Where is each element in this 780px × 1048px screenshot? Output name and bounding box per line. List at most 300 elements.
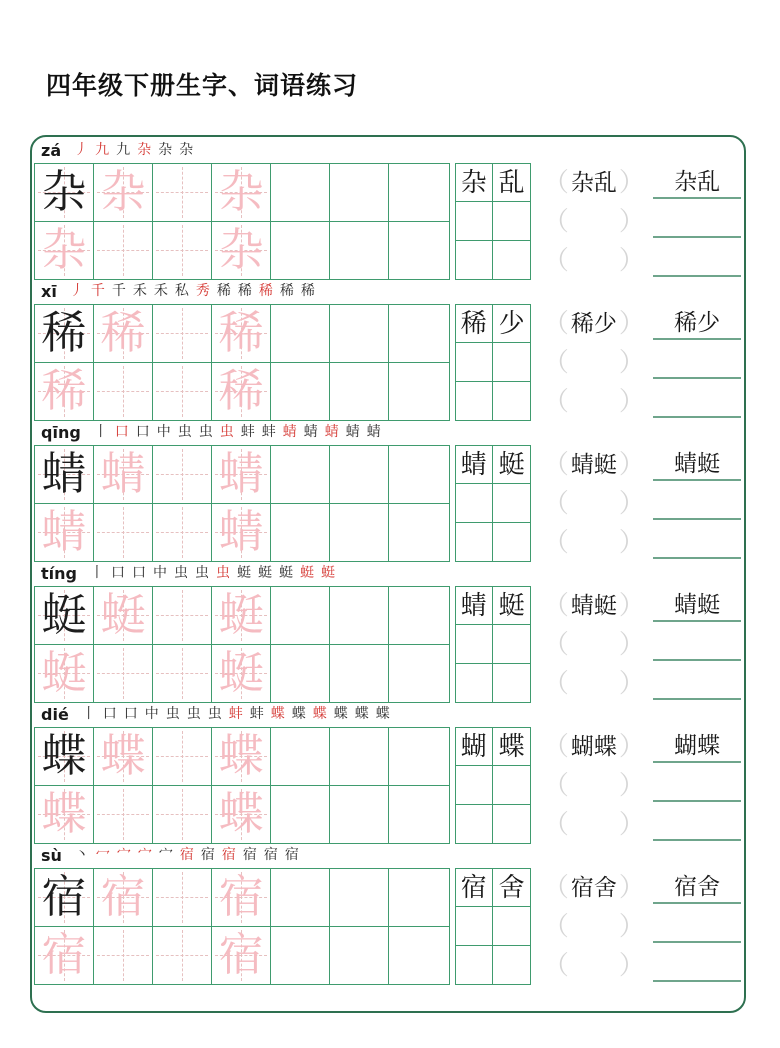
character-block: [34, 703, 744, 844]
line-blank: [653, 554, 741, 559]
word-grid: [455, 727, 532, 844]
stroke-step: 蝶: [354, 707, 369, 722]
stroke-step: 蜓: [257, 566, 272, 581]
word-character: 杂: [460, 167, 487, 197]
word-model-cell: [493, 587, 530, 625]
line-column: [650, 163, 744, 280]
practice-cell: [212, 164, 271, 222]
trace-character: 稀: [41, 365, 87, 416]
practice-cell: [35, 164, 94, 222]
stroke-step: 冖: [95, 848, 110, 863]
trace-character: 蜓: [100, 589, 146, 640]
write-line-row: [650, 805, 744, 844]
model-character: 蜓: [41, 589, 87, 640]
paren-row: [542, 445, 645, 484]
close-paren-mark: ）: [618, 872, 645, 902]
stroke-step: 蜓: [299, 566, 314, 581]
practice-cell-empty: [153, 363, 212, 421]
trace-character: 宿: [218, 871, 264, 922]
paren-word: 蝴蝶: [570, 734, 617, 759]
practice-cell: [212, 587, 271, 645]
word-grid: [455, 163, 532, 280]
stroke-step: 私: [174, 284, 189, 299]
block-body: [34, 868, 744, 985]
word-practice-cell: [456, 625, 493, 663]
stroke-step: 虫: [219, 425, 234, 440]
practice-grid: [34, 163, 450, 280]
practice-cell-empty: [271, 728, 330, 786]
word-character: 蜓: [498, 590, 525, 620]
line-word: 蜻蜓: [653, 450, 741, 481]
practice-sheet: [30, 135, 746, 1013]
close-paren-mark: ）: [618, 731, 645, 761]
stroke-step: 口: [131, 566, 146, 581]
open-paren-mark: （: [542, 770, 569, 800]
practice-cell-empty: [330, 164, 389, 222]
paren-row: [542, 727, 645, 766]
stroke-step: 虫: [173, 566, 188, 581]
stroke-step: 稀: [279, 284, 294, 299]
character-block: [34, 280, 744, 421]
stroke-step: 中: [152, 566, 167, 581]
open-paren-mark: （: [542, 872, 569, 902]
practice-cell: [94, 446, 153, 504]
practice-cell-empty: [153, 786, 212, 844]
stroke-order-sequence: [74, 144, 193, 158]
line-word: 宿舍: [653, 873, 741, 904]
word-practice-cell: [456, 343, 493, 381]
open-paren-mark: （: [542, 911, 569, 941]
stroke-step: 千: [90, 284, 105, 299]
word-practice-cell: [456, 484, 493, 522]
pinyin-label: dié: [41, 705, 69, 724]
practice-cell: [35, 869, 94, 927]
line-column: [650, 727, 744, 844]
line-column: [650, 586, 744, 703]
paren-column: [542, 163, 645, 280]
write-line-row: [650, 202, 744, 241]
write-line-row: [650, 241, 744, 280]
model-character: 杂: [41, 166, 87, 217]
practice-cell-empty: [330, 869, 389, 927]
paren-word: 蜻蜓: [570, 593, 617, 618]
stroke-step: 虫: [177, 425, 192, 440]
close-paren-mark: ）: [618, 167, 645, 197]
word-practice-cell: [493, 907, 530, 945]
practice-cell-empty: [271, 587, 330, 645]
practice-cell: [212, 504, 271, 562]
stroke-step: 丿: [74, 143, 89, 158]
pinyin-label: zá: [41, 141, 62, 160]
practice-cell-empty: [330, 504, 389, 562]
word-practice-cell: [493, 484, 530, 522]
practice-cell: [35, 504, 94, 562]
word-practice-cell: [493, 241, 530, 279]
practice-cell-empty: [389, 786, 448, 844]
paren-row: [542, 382, 645, 421]
word-character: 舍: [498, 872, 525, 902]
practice-cell-empty: [330, 927, 389, 985]
practice-cell-empty: [271, 786, 330, 844]
practice-cell-empty: [271, 164, 330, 222]
practice-cell-empty: [330, 222, 389, 280]
stroke-order-sequence: [75, 849, 299, 863]
practice-cell: [94, 305, 153, 363]
block-header: [34, 280, 744, 304]
open-paren-mark: （: [542, 809, 569, 839]
word-grid: [455, 586, 532, 703]
practice-cell-empty: [330, 446, 389, 504]
stroke-step: 丶: [74, 848, 89, 863]
practice-cell-empty: [271, 869, 330, 927]
stroke-step: 宿: [221, 848, 236, 863]
stroke-step: 蚌: [240, 425, 255, 440]
block-header: [34, 844, 744, 868]
word-practice-cell: [493, 625, 530, 663]
stroke-step: 千: [111, 284, 126, 299]
line-word: 稀少: [653, 309, 741, 340]
paren-row: [542, 586, 645, 625]
practice-cell-empty: [389, 222, 448, 280]
paren-row: [542, 484, 645, 523]
trace-character: 宿: [41, 929, 87, 980]
practice-cell: [35, 927, 94, 985]
word-practice-cell: [493, 343, 530, 381]
model-character: 稀: [41, 307, 87, 358]
close-paren-mark: ）: [618, 449, 645, 479]
practice-cell-empty: [389, 164, 448, 222]
stroke-step: 蝶: [291, 707, 306, 722]
word-practice-cell: [456, 241, 493, 279]
close-paren-mark: ）: [618, 950, 645, 980]
stroke-step: 禾: [132, 284, 147, 299]
line-column: [650, 304, 744, 421]
stroke-step: 宿: [284, 848, 299, 863]
trace-character: 蜻: [218, 506, 264, 557]
practice-cell: [212, 645, 271, 703]
stroke-step: 宿: [242, 848, 257, 863]
paren-column: [542, 304, 645, 421]
word-model-cell: [493, 164, 530, 202]
practice-cell-empty: [271, 305, 330, 363]
trace-character: 稀: [100, 307, 146, 358]
paren-word: 杂乱: [570, 170, 617, 195]
open-paren-mark: （: [542, 668, 569, 698]
pinyin-label: qīng: [41, 423, 81, 442]
stroke-step: 虫: [207, 707, 222, 722]
word-practice-cell: [456, 523, 493, 561]
close-paren-mark: ）: [618, 347, 645, 377]
open-paren-mark: （: [542, 245, 569, 275]
line-blank: [653, 977, 741, 982]
line-blank: [653, 938, 741, 943]
word-character: 稀: [460, 308, 487, 338]
line-word: 蜻蜓: [653, 591, 741, 622]
word-practice-cell: [493, 523, 530, 561]
paren-column: [542, 445, 645, 562]
paren-row: [542, 625, 645, 664]
practice-cell-empty: [153, 164, 212, 222]
word-practice-cell: [493, 382, 530, 420]
open-paren-mark: （: [542, 731, 569, 761]
stroke-step: 蜻: [282, 425, 297, 440]
practice-cell-empty: [153, 446, 212, 504]
trace-character: 蝶: [41, 788, 87, 839]
write-line-row: [650, 907, 744, 946]
close-paren-mark: ）: [618, 527, 645, 557]
trace-character: 宿: [218, 929, 264, 980]
stroke-step: 杂: [158, 143, 173, 158]
practice-cell-empty: [153, 222, 212, 280]
line-blank: [653, 374, 741, 379]
word-practice-cell: [493, 946, 530, 984]
practice-cell: [35, 305, 94, 363]
stroke-step: 虫: [198, 425, 213, 440]
paren-word: 宿舍: [570, 875, 617, 900]
practice-cell: [94, 587, 153, 645]
stroke-step: 蜓: [320, 566, 335, 581]
trace-character: 杂: [218, 224, 264, 275]
line-blank: [653, 797, 741, 802]
write-line-row: [650, 382, 744, 421]
block-body: [34, 445, 744, 562]
practice-cell-empty: [389, 363, 448, 421]
model-character: 蝶: [41, 730, 87, 781]
stroke-step: 九: [116, 143, 131, 158]
write-line-row: [650, 727, 744, 766]
line-blank: [653, 233, 741, 238]
stroke-step: 稀: [300, 284, 315, 299]
practice-cell-empty: [389, 446, 448, 504]
stroke-step: 中: [156, 425, 171, 440]
write-line-row: [650, 523, 744, 562]
practice-cell: [35, 587, 94, 645]
practice-cell-empty: [330, 645, 389, 703]
word-model-cell: [456, 587, 493, 625]
paren-row: [542, 304, 645, 343]
word-character: 少: [498, 308, 525, 338]
word-practice-cell: [456, 946, 493, 984]
write-line-row: [650, 766, 744, 805]
practice-cell-empty: [94, 363, 153, 421]
stroke-step: 稀: [237, 284, 252, 299]
paren-word: 蜻蜓: [570, 452, 617, 477]
stroke-step: 宿: [263, 848, 278, 863]
practice-cell: [35, 786, 94, 844]
stroke-step: 杂: [137, 143, 152, 158]
stroke-step: 蜓: [278, 566, 293, 581]
pinyin-label: tíng: [41, 564, 77, 583]
block-body: [34, 163, 744, 280]
word-model-cell: [493, 869, 530, 907]
close-paren-mark: ）: [618, 629, 645, 659]
paren-word: 稀少: [570, 311, 617, 336]
trace-character: 蝶: [218, 788, 264, 839]
close-paren-mark: ）: [618, 770, 645, 800]
stroke-step: 虫: [194, 566, 209, 581]
practice-cell-empty: [330, 786, 389, 844]
open-paren-mark: （: [542, 950, 569, 980]
paren-row: [542, 907, 645, 946]
trace-character: 蝶: [100, 730, 146, 781]
word-character: 蝶: [498, 731, 525, 761]
block-header: [34, 703, 744, 727]
word-model-cell: [456, 869, 493, 907]
block-body: [34, 304, 744, 421]
line-blank: [653, 272, 741, 277]
write-line-row: [650, 946, 744, 985]
block-body: [34, 727, 744, 844]
open-paren-mark: （: [542, 527, 569, 557]
practice-cell-empty: [389, 504, 448, 562]
practice-grid: [34, 586, 450, 703]
stroke-step: 虫: [186, 707, 201, 722]
word-character: 蜻: [460, 590, 487, 620]
stroke-step: 蜻: [303, 425, 318, 440]
practice-cell-empty: [330, 363, 389, 421]
paren-row: [542, 946, 645, 985]
paren-column: [542, 586, 645, 703]
write-line-row: [650, 445, 744, 484]
word-practice-cell: [456, 664, 493, 702]
block-body: [34, 586, 744, 703]
paren-row: [542, 868, 645, 907]
close-paren-mark: ）: [618, 308, 645, 338]
character-block: [34, 139, 744, 280]
word-grid: [455, 868, 532, 985]
practice-cell-empty: [389, 728, 448, 786]
write-line-row: [650, 586, 744, 625]
write-line-row: [650, 304, 744, 343]
open-paren-mark: （: [542, 347, 569, 377]
close-paren-mark: ）: [618, 809, 645, 839]
write-line-row: [650, 343, 744, 382]
line-blank: [653, 836, 741, 841]
stroke-step: 宿: [200, 848, 215, 863]
stroke-step: 蚌: [261, 425, 276, 440]
word-model-cell: [493, 728, 530, 766]
stroke-step: 稀: [216, 284, 231, 299]
trace-character: 蜻: [41, 506, 87, 557]
stroke-step: 丨: [89, 566, 104, 581]
close-paren-mark: ）: [618, 488, 645, 518]
close-paren-mark: ）: [618, 911, 645, 941]
stroke-step: 口: [110, 566, 125, 581]
trace-character: 稀: [218, 307, 264, 358]
practice-cell: [35, 222, 94, 280]
stroke-order-sequence: [70, 285, 315, 299]
practice-cell: [94, 728, 153, 786]
trace-character: 杂: [218, 166, 264, 217]
word-practice-cell: [456, 907, 493, 945]
block-header: [34, 421, 744, 445]
stroke-step: 虫: [165, 707, 180, 722]
stroke-step: 虫: [215, 566, 230, 581]
practice-cell-empty: [271, 645, 330, 703]
page-title: 四年级下册生字、词语练习: [46, 71, 359, 100]
practice-cell-empty: [389, 927, 448, 985]
practice-cell-empty: [153, 869, 212, 927]
close-paren-mark: ）: [618, 668, 645, 698]
stroke-step: 宀: [116, 848, 131, 863]
stroke-step: 稀: [258, 284, 273, 299]
practice-cell-empty: [153, 587, 212, 645]
practice-cell: [35, 728, 94, 786]
stroke-step: 宿: [179, 848, 194, 863]
word-model-cell: [456, 305, 493, 343]
line-blank: [653, 515, 741, 520]
character-block: [34, 421, 744, 562]
stroke-step: 蝶: [333, 707, 348, 722]
model-character: 宿: [41, 871, 87, 922]
practice-cell-empty: [271, 504, 330, 562]
block-header: [34, 562, 744, 586]
stroke-step: 蜻: [345, 425, 360, 440]
word-model-cell: [456, 728, 493, 766]
paren-row: [542, 241, 645, 280]
practice-cell: [94, 164, 153, 222]
practice-grid: [34, 304, 450, 421]
stroke-step: 口: [135, 425, 150, 440]
practice-cell-empty: [330, 728, 389, 786]
line-blank: [653, 695, 741, 700]
practice-grid: [34, 727, 450, 844]
block-header: [34, 139, 744, 163]
practice-cell: [212, 446, 271, 504]
paren-row: [542, 805, 645, 844]
practice-cell: [212, 869, 271, 927]
paren-column: [542, 868, 645, 985]
open-paren-mark: （: [542, 167, 569, 197]
practice-cell-empty: [153, 305, 212, 363]
practice-grid: [34, 445, 450, 562]
line-blank: [653, 413, 741, 418]
line-column: [650, 445, 744, 562]
word-character: 蝴: [460, 731, 487, 761]
word-model-cell: [493, 305, 530, 343]
line-column: [650, 868, 744, 985]
stroke-order-sequence: [90, 567, 335, 581]
stroke-step: 蚌: [249, 707, 264, 722]
character-block: [34, 562, 744, 703]
stroke-step: 宀: [137, 848, 152, 863]
practice-cell-empty: [153, 927, 212, 985]
write-line-row: [650, 664, 744, 703]
stroke-step: 蝶: [375, 707, 390, 722]
stroke-step: 丨: [93, 425, 108, 440]
practice-cell-empty: [271, 446, 330, 504]
model-character: 蜻: [41, 448, 87, 499]
trace-character: 蜻: [100, 448, 146, 499]
stroke-step: 九: [95, 143, 110, 158]
line-word: 杂乱: [653, 168, 741, 199]
word-character: 蜻: [460, 449, 487, 479]
practice-cell-empty: [94, 504, 153, 562]
word-practice-cell: [456, 805, 493, 843]
stroke-step: 蜓: [236, 566, 251, 581]
practice-grid: [34, 868, 450, 985]
trace-character: 蜓: [41, 647, 87, 698]
open-paren-mark: （: [542, 308, 569, 338]
practice-cell-empty: [94, 786, 153, 844]
paren-row: [542, 523, 645, 562]
stroke-step: 蝶: [312, 707, 327, 722]
write-line-row: [650, 163, 744, 202]
stroke-step: 蜻: [366, 425, 381, 440]
character-block: [34, 844, 744, 985]
trace-character: 宿: [100, 871, 146, 922]
paren-column: [542, 727, 645, 844]
